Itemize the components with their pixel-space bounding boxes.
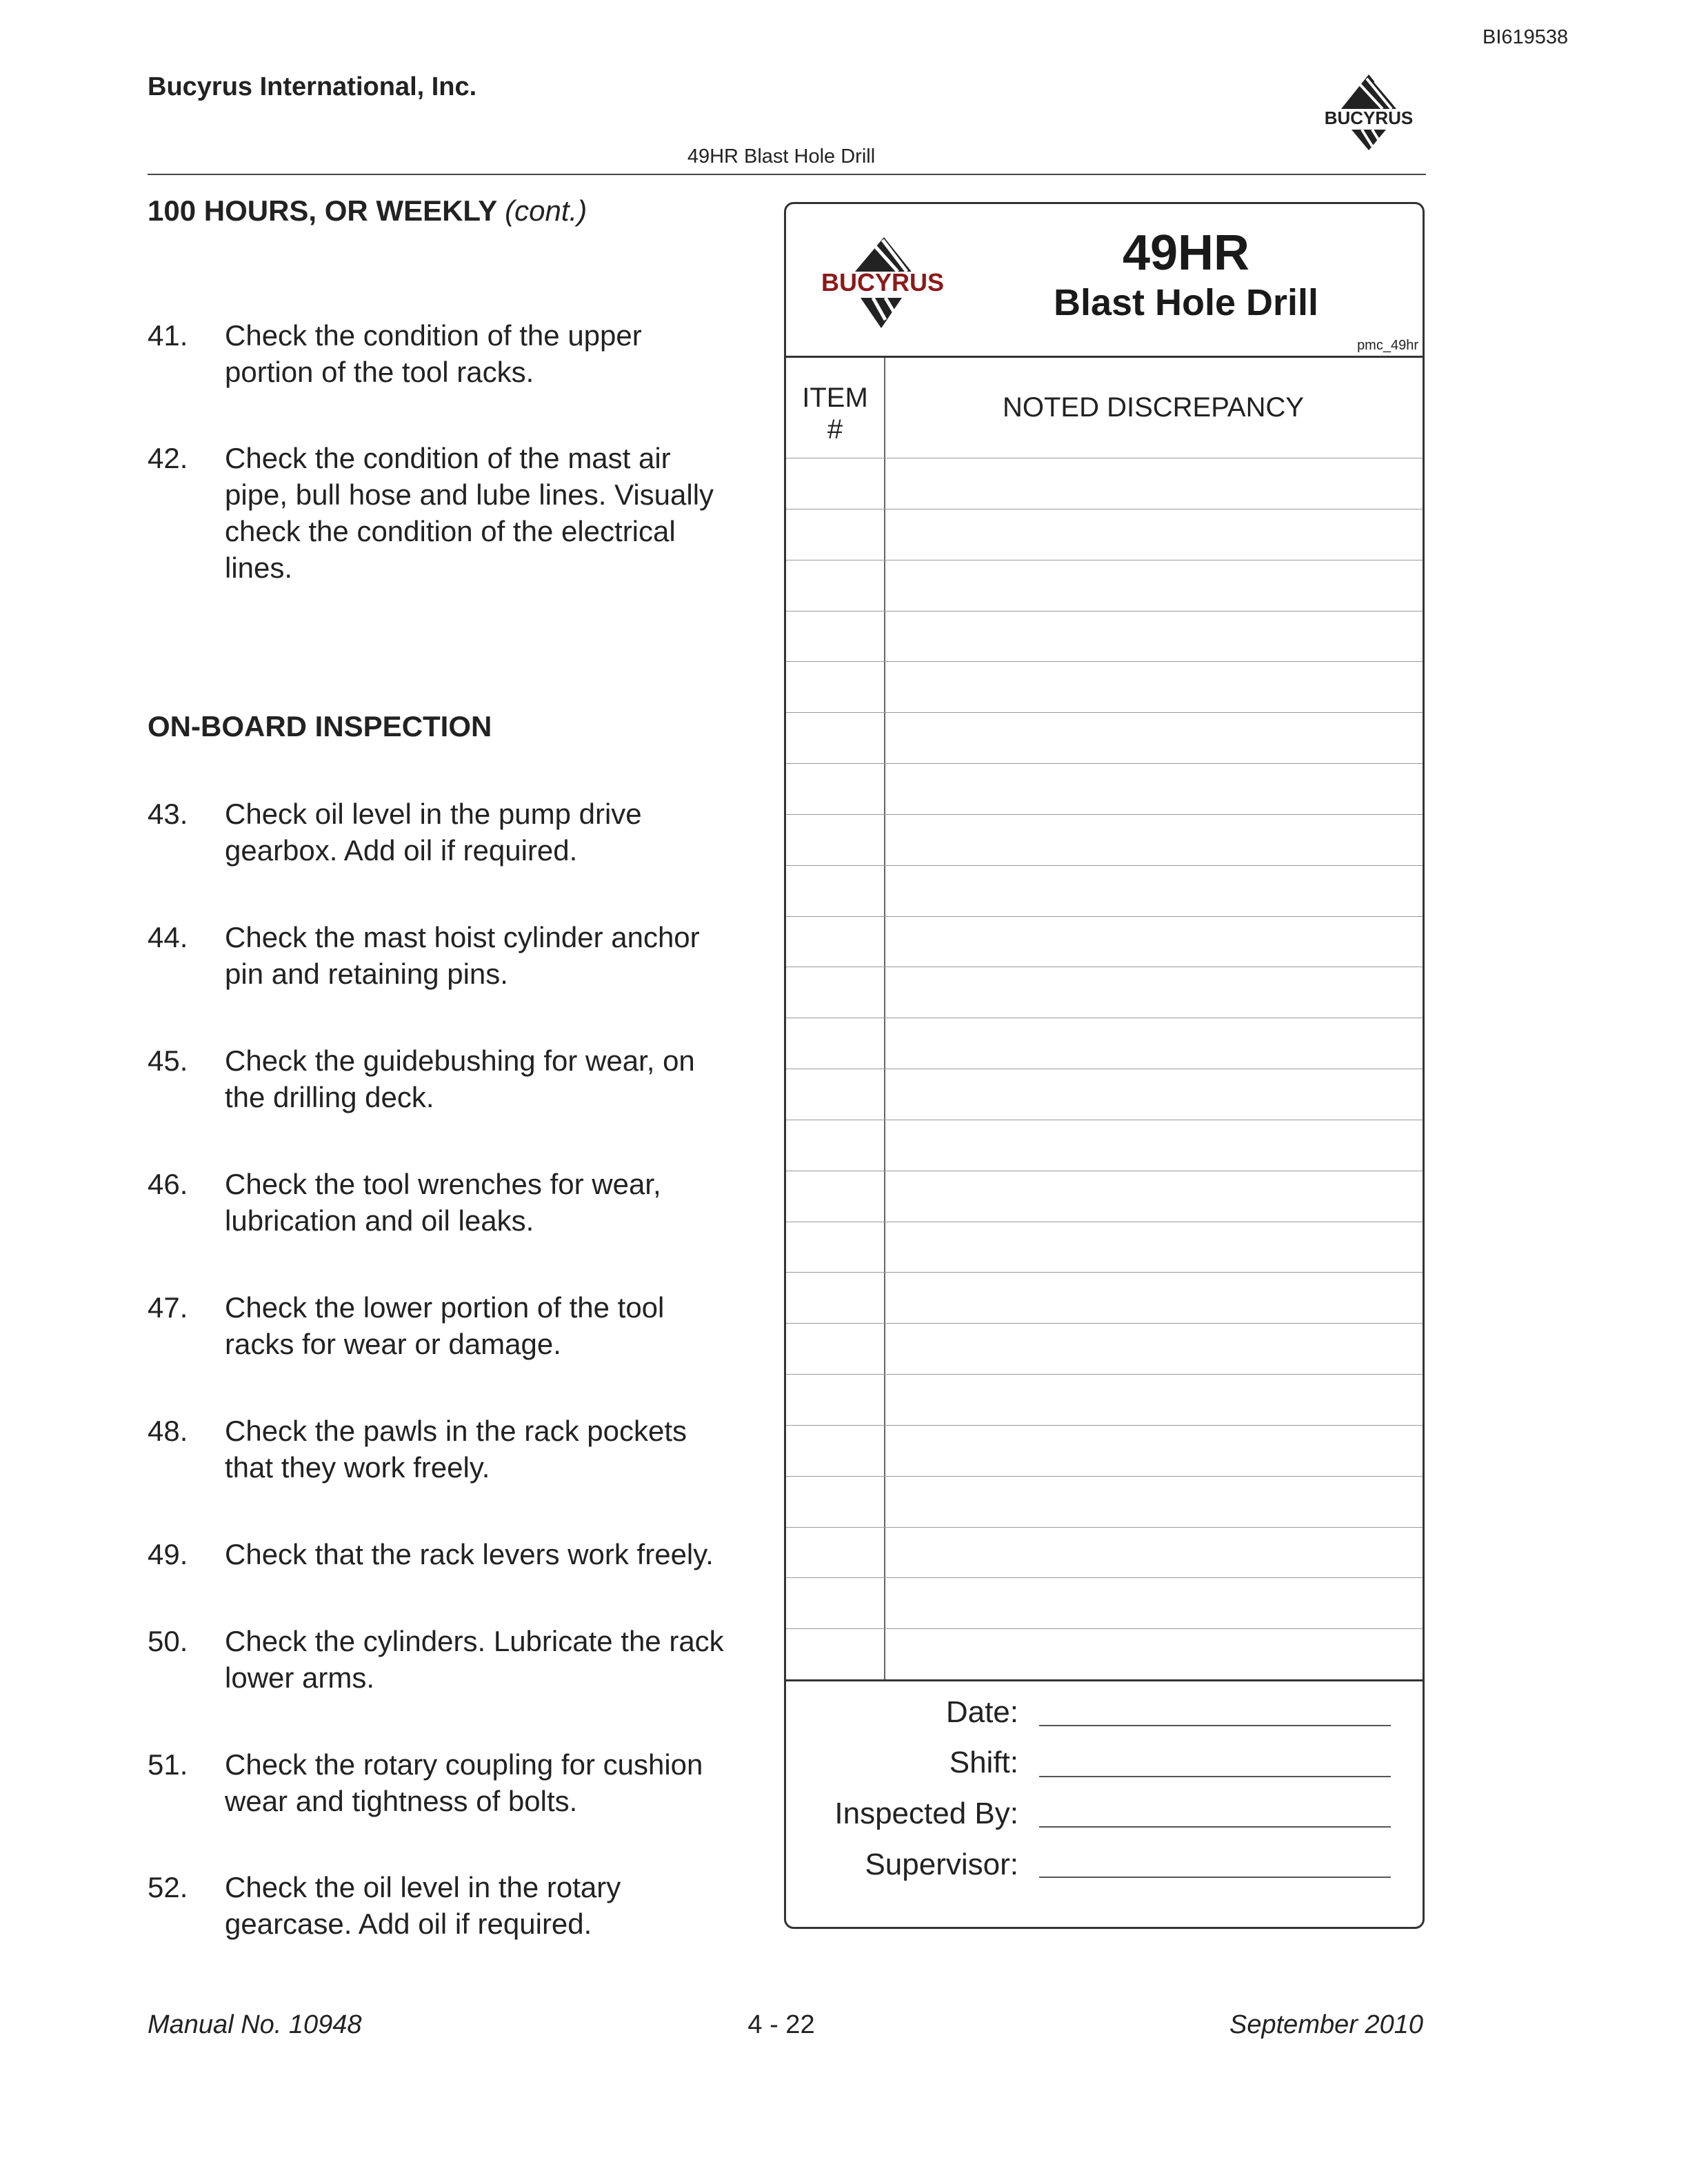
inspection-form-card <box>784 202 1425 1929</box>
item-text-line: Check oil level in the pump drive <box>225 798 642 830</box>
form-header-divider <box>786 356 1423 358</box>
discrepancy-row-line <box>786 1476 1423 1477</box>
svg-text:BUCYRUS: BUCYRUS <box>821 268 945 296</box>
discrepancy-row-line <box>786 1323 1423 1324</box>
item-text-line: Check the tool wrenches for wear, <box>225 1168 661 1200</box>
form-code: pmc_49hr <box>1357 338 1418 353</box>
discrepancy-row-line <box>786 1425 1423 1426</box>
footer-date: September 2010 <box>1229 2010 1423 2039</box>
discrepancy-row-line <box>786 865 1423 866</box>
form-title: 49HR <box>1122 225 1250 281</box>
discrepancy-row-line <box>786 712 1423 713</box>
item-text-line: Check the mast hoist cylinder anchor <box>225 921 700 953</box>
section-title: 100 HOURS, OR WEEKLY <box>148 194 497 227</box>
svg-text:BUCYRUS: BUCYRUS <box>1324 108 1414 128</box>
item-text-line: pin and retaining pins. <box>225 958 508 990</box>
item-text-line: Check the condition of the upper <box>225 319 642 352</box>
item-text-line: gearcase. Add oil if required. <box>225 1908 592 1940</box>
discrepancy-row-line <box>786 1272 1423 1273</box>
bucyrus-logo <box>807 232 958 335</box>
form-subtitle: Blast Hole Drill <box>1053 282 1319 323</box>
inspected-by-field[interactable] <box>1039 1826 1391 1828</box>
item-number: 51. <box>148 1748 188 1781</box>
item-number: 41. <box>148 319 188 352</box>
column-header-item-label: ITEM <box>802 383 868 413</box>
item-number: 50. <box>148 1625 188 1657</box>
section-cont-label: (cont.) <box>505 194 587 227</box>
item-text-line: lower arms. <box>225 1661 375 1694</box>
item-number: 49. <box>148 1538 188 1570</box>
item-text-line: Check the pawls in the rack pockets <box>225 1415 687 1447</box>
item-text-line: portion of the tool racks. <box>225 356 534 388</box>
item-text-line: check the condition of the electrical <box>225 515 676 547</box>
item-number: 45. <box>148 1044 188 1077</box>
item-text-line: the drilling deck. <box>225 1081 434 1113</box>
item-text-line: Check that the rack levers work freely. <box>225 1538 714 1570</box>
item-number: 44. <box>148 921 188 953</box>
footer-page-number: 4 - 22 <box>747 2010 815 2039</box>
discrepancy-row-line <box>786 916 1423 917</box>
section-heading-weekly <box>148 194 587 228</box>
date-field[interactable] <box>1039 1725 1391 1726</box>
supervisor-label: Supervisor: <box>865 1848 1018 1881</box>
item-text-line: Check the cylinders. Lubricate the rack <box>225 1625 724 1657</box>
discrepancy-row-line <box>786 1577 1423 1578</box>
company-name: Bucyrus International, Inc. <box>148 72 477 101</box>
discrepancy-row-line <box>786 1374 1423 1375</box>
discrepancy-row-line <box>786 661 1423 662</box>
column-header-discrepancy: NOTED DISCREPANCY <box>1002 392 1305 423</box>
supervisor-field[interactable] <box>1039 1877 1391 1878</box>
item-number: 42. <box>148 442 188 474</box>
column-header-item <box>786 382 884 445</box>
item-number: 52. <box>148 1871 188 1903</box>
section-heading-onboard: ON-BOARD INSPECTION <box>148 710 492 742</box>
item-text-line: lines. <box>225 552 293 584</box>
header-rule <box>148 174 1426 175</box>
discrepancy-row-line <box>786 814 1423 815</box>
item-number: 47. <box>148 1291 188 1324</box>
item-number: 48. <box>148 1415 188 1447</box>
discrepancy-row-line <box>786 1628 1423 1629</box>
item-number: 43. <box>148 798 188 830</box>
item-text-line: wear and tightness of bolts. <box>225 1785 578 1817</box>
shift-label: Shift: <box>949 1746 1018 1779</box>
item-text-line: racks for wear or damage. <box>225 1328 561 1360</box>
column-divider <box>884 358 885 1681</box>
item-text-line: Check the oil level in the rotary <box>225 1871 621 1903</box>
document-id: BI619538 <box>1483 26 1569 48</box>
inspected-by-label: Inspected By: <box>834 1797 1018 1830</box>
footer-manual-number: Manual No. 10948 <box>148 2010 362 2039</box>
item-text-line: pipe, bull hose and lube lines. Visually <box>225 478 714 511</box>
item-text-line: Check the condition of the mast air <box>225 442 671 474</box>
date-label: Date: <box>945 1695 1018 1729</box>
item-text-line: Check the rotary coupling for cushion <box>225 1748 703 1781</box>
item-text-line: that they work freely. <box>225 1451 490 1484</box>
item-number: 46. <box>148 1168 188 1200</box>
signature-divider <box>786 1679 1423 1681</box>
discrepancy-row-line <box>786 763 1423 764</box>
item-text-line: lubrication and oil leaks. <box>225 1204 534 1237</box>
discrepancy-row-line <box>786 1527 1423 1528</box>
item-text-line: Check the guidebushing for wear, on <box>225 1044 695 1077</box>
item-text-line: gearbox. Add oil if required. <box>225 834 578 867</box>
page-subtitle: 49HR Blast Hole Drill <box>687 145 876 168</box>
item-text-line: Check the lower portion of the tool <box>225 1291 665 1324</box>
bucyrus-header-logo <box>1303 69 1434 152</box>
column-header-item-symbol: # <box>827 414 843 445</box>
shift-field[interactable] <box>1039 1776 1391 1777</box>
